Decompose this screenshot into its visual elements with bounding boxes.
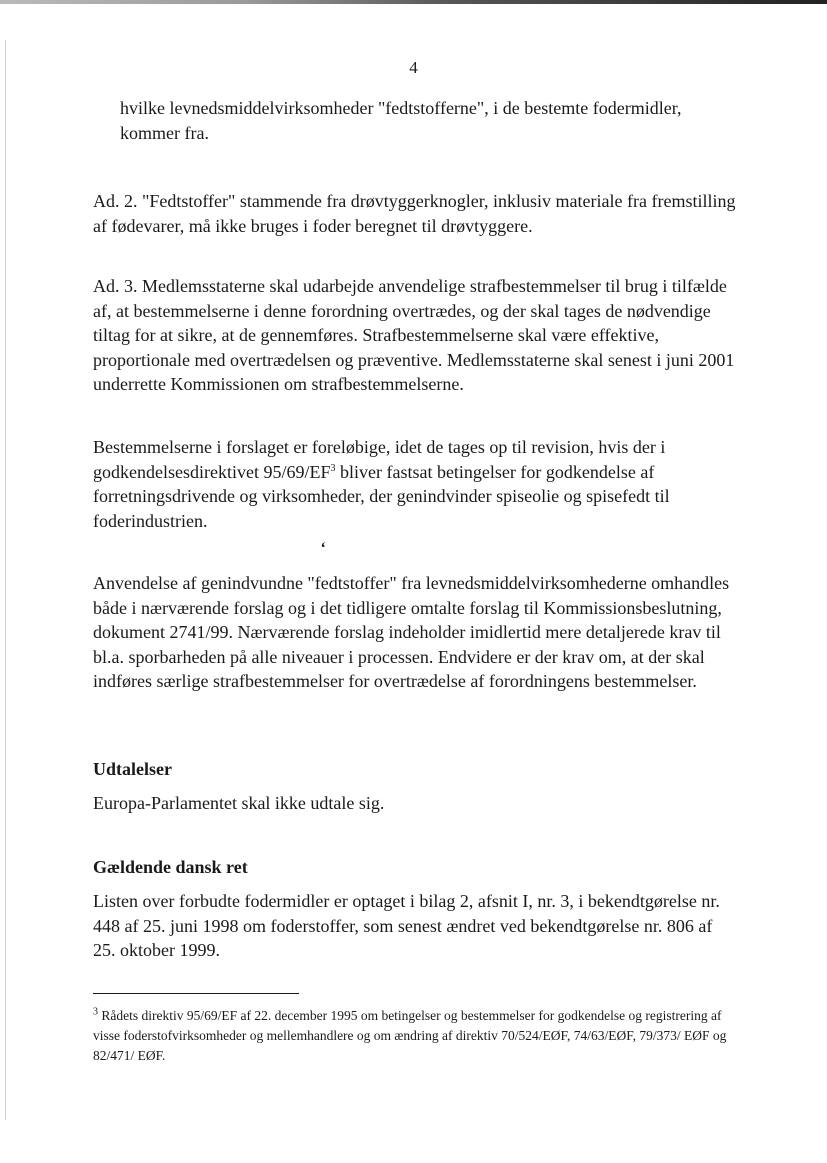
section-text-udtalelser: Europa-Parlamentet skal ikke udtale sig. <box>93 793 385 813</box>
scan-top-edge <box>0 0 827 4</box>
paragraph-recovered-fats: Anvendelse af genindvundne "fedtstoffer" fra levnedsmiddelvirksomhederne omhandles både i nærværende forslag og i det tidligere omtalte forslag til Kommissionsbeslutning, dokument 2741/99. Nærværende forslag indeholder imidlertid mere detaljerede krav til bl.a. sporbarheden på alle niveauer i processen. Endvidere er der krav om, at der skal indføres særlige strafbestemmelser for overtrædelse af forordningens bestemmelser. <box>93 573 730 691</box>
footnote-marker: 3 <box>93 1006 98 1018</box>
footnote <box>93 1006 733 1066</box>
paragraph-text-before-note: Bestemmelserne i forslaget er foreløbige, idet de tages op til revision, hvis der i godkendelsesdirektivet 95/69/EF <box>93 437 666 482</box>
section-heading-udtalelser: Udtalelser <box>93 759 172 779</box>
footnote-text: Rådets direktiv 95/69/EF af 22. december 1995 om betingelser og bestemmelser for godkendelse og registrering af visse foderstofvirksomheder og mellemhandlere og om ændring af direktiv 70/524/EØF, 74/63/EØF, 79/373/ EØF og 82/471/ EØF. <box>93 1008 727 1063</box>
section-heading-gaeldende-dansk-ret: Gældende dansk ret <box>93 857 248 877</box>
paragraph-ad-2: Ad. 2. "Fedtstoffer" stammende fra drøvtyggerknogler, inklusiv materiale fra fremstilling af fødevarer, må ikke bruges i foder beregnet til drøvtyggere. <box>93 191 736 236</box>
paragraph-text-after-note: bliver fastsat betingelser for godkendelse af forretningsdrivende og virksomheder, der genindvinder spiseolie og spisefedt til foderindustrien. <box>93 461 670 531</box>
footnote-reference: 3 <box>330 462 336 474</box>
scan-left-edge <box>5 40 6 1120</box>
paragraph-continuation: hvilke levnedsmiddelvirksomheder "fedtstofferne", i de bestemte fodermidler, kommer fra. <box>120 98 682 143</box>
paragraph-provisional-provisions <box>93 435 743 533</box>
section-text-gaeldende-dansk-ret: Listen over forbudte fodermidler er optaget i bilag 2, afsnit I, nr. 3, i bekendtgørelse nr. 448 af 25. juni 1998 om foderstoffer, som senest ændret ved bekendtgørelse nr. 806 af 25. oktober 1999. <box>93 891 720 960</box>
footnote-separator <box>93 993 299 994</box>
stray-mark: ‘ <box>320 540 326 557</box>
paragraph-ad-3: Ad. 3. Medlemsstaterne skal udarbejde anvendelige strafbestemmelser til brug i tilfælde af, at bestemmelserne i denne forordning overtrædes, og der skal tages de nødvendige tiltag for at sikre, at de gennemføres. Strafbestemmelserne skal være effektive, proportionale med overtrædelsen og præventive. Medlemsstaterne skal senest i juni 2001 underrette Kommissionen om strafbestemmelserne. <box>93 276 735 394</box>
page-number: 4 <box>409 58 418 77</box>
